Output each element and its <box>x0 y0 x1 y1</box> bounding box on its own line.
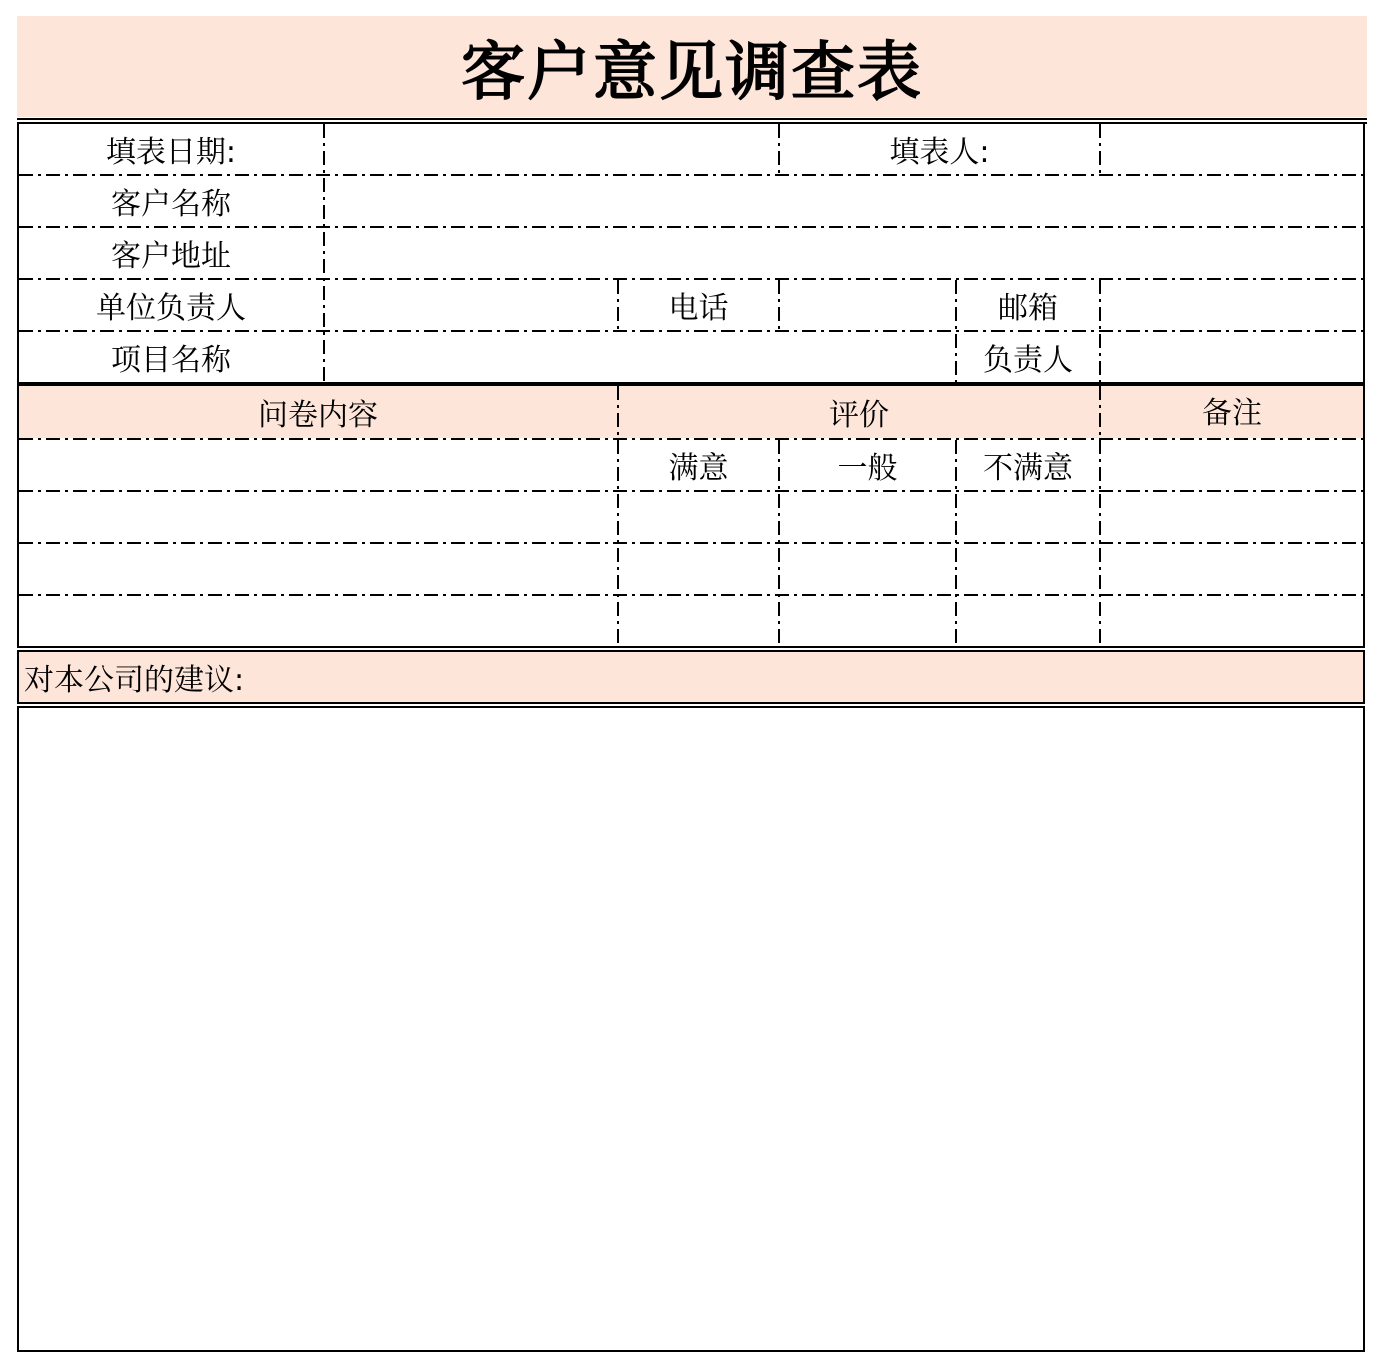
phone-label: 电话 <box>668 291 729 326</box>
project-head-label: 负责人 <box>983 343 1073 378</box>
rating-option-satisfied: 满意 <box>668 451 729 486</box>
suggestion-bottom-border <box>17 702 1365 704</box>
info-top-border <box>17 118 1367 120</box>
phone-field[interactable] <box>780 280 955 330</box>
info-right-border <box>1363 122 1365 384</box>
unit-head-field[interactable] <box>325 280 617 330</box>
suggestion-label: 对本公司的建议: <box>24 663 245 698</box>
page-title: 客户意见调查表 <box>461 35 923 110</box>
project-name-label: 项目名称 <box>111 343 231 378</box>
customer-address-label: 客户地址 <box>111 239 231 274</box>
filler-field[interactable] <box>1101 124 1363 174</box>
suggestion-text-area[interactable] <box>19 708 1363 1350</box>
content-header: 问卷内容 <box>258 398 378 433</box>
survey-row-line-2 <box>19 490 1363 492</box>
email-field[interactable] <box>1101 280 1363 330</box>
remarks-header: 备注 <box>1202 396 1262 431</box>
project-head-field[interactable] <box>1101 332 1363 382</box>
rating-option-average: 一般 <box>837 451 898 486</box>
customer-name-label: 客户名称 <box>111 187 231 222</box>
rating-header: 评价 <box>829 398 889 433</box>
survey-right-border <box>1363 384 1365 648</box>
customer-address-field[interactable] <box>325 228 1363 278</box>
suggestion-right-border <box>1363 650 1365 704</box>
customer-name-field[interactable] <box>325 176 1363 226</box>
survey-row-line-4 <box>19 594 1363 596</box>
filler-label: 填表人: <box>889 135 990 170</box>
fill-date-field[interactable] <box>325 124 778 174</box>
fill-date-label: 填表日期: <box>105 135 237 170</box>
email-label: 邮箱 <box>998 291 1058 326</box>
rating-option-unsatisfied: 不满意 <box>983 451 1073 486</box>
survey-row-line-3 <box>19 542 1363 544</box>
title-banner <box>17 16 1367 117</box>
project-name-field[interactable] <box>325 332 955 382</box>
suggestion-box-bottom-border <box>17 1350 1365 1352</box>
unit-head-label: 单位负责人 <box>96 291 246 326</box>
suggestion-box-right-border <box>1363 706 1365 1352</box>
survey-bottom-border <box>17 646 1365 648</box>
